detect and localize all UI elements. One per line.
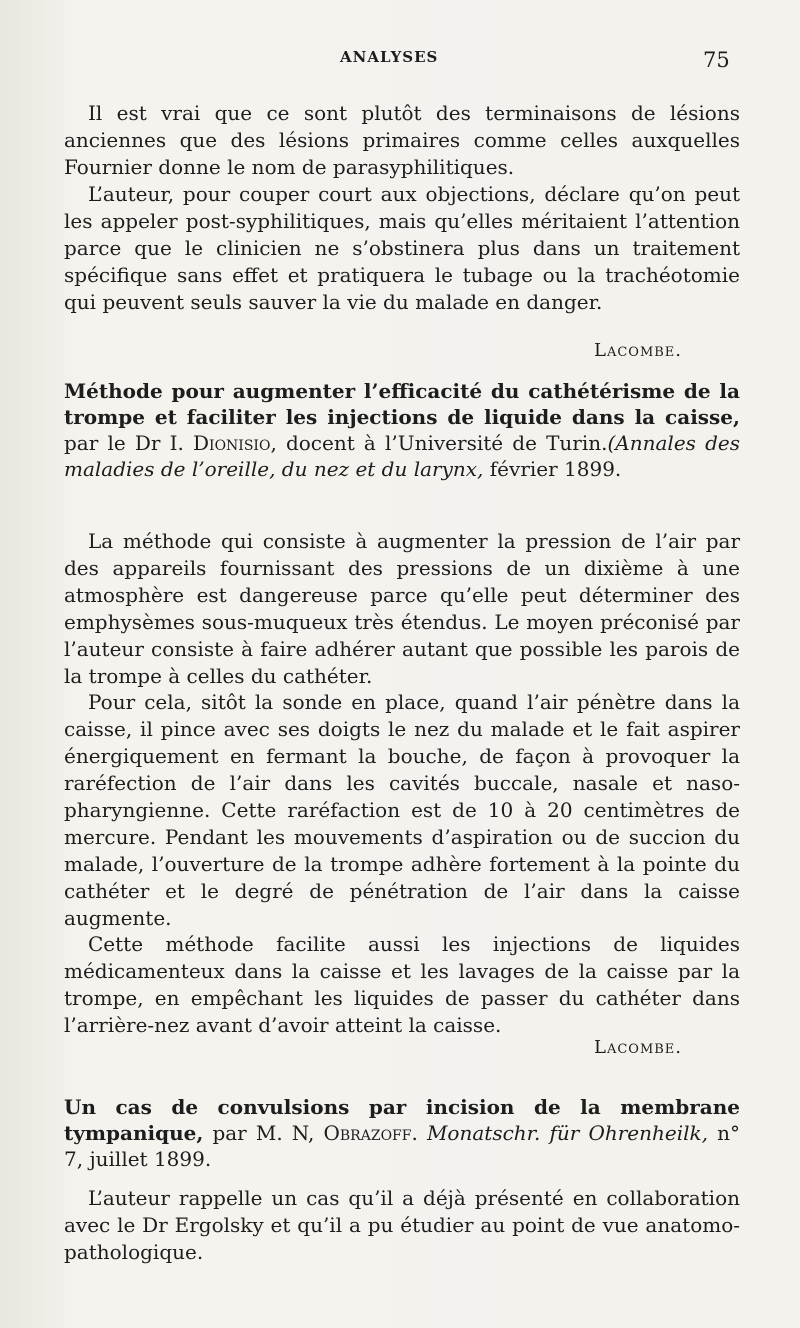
article-journal: (Annales des maladies de l’oreille, du nez et du larynx, [64,431,740,481]
page-header [0,48,800,72]
paragraph-convulsions-case: L’auteur rappelle un cas qu’il a déjà présenté en collaboration avec le Dr Ergolsky et qu’il a pu étudier au point de vue anatomo-pathologique. [64,1186,740,1264]
running-header-title: ANALYSES [340,48,439,66]
signature-lacombe-2: Lacombe. [594,1037,683,1058]
article-2-author-prefix: par M. N, [203,1121,324,1145]
article-author-affiliation: , docent à l’Université de Turin. [270,431,608,455]
article-title-catheterisme [64,378,740,482]
article-date: février 1899. [483,457,622,481]
paragraph-lesions: Il est vrai que ce sont plutôt des terminaisons de lésions anciennes que des lésions primaires comme celles auxquelles Fournier donne le nom de parasyphilitiques. [64,101,740,179]
article-2-title-main: Un cas de convulsions par incision de la membrane tympanique, [64,1095,740,1145]
article-title-main: Méthode pour augmenter l’efficacité du cathétérisme de la trompe et faciliter les injections de liquide dans la caisse, [64,379,740,429]
paragraph-post-syphilitic: L’auteur, pour couper court aux objections, déclare qu’on peut les appeler post-syphilitiques, mais qu’elles méritaient l’attention parce que le clinicien ne s’obstinera plus dans un traitement spécifique sans effet et pratiquera le tubage ou la trachéotomie qui peuvent seuls sauver la vie du malade en danger. [64,182,740,314]
article-2-author-name: Obrazoff [323,1121,412,1145]
article-2-author-suffix: . [411,1121,427,1145]
article-2-issue: n° 7, juillet 1899. [64,1121,740,1171]
article-2-journal: Monatschr. für Ohrenheilk, [426,1121,708,1145]
article-author-prefix: par le Dr I. [64,431,194,455]
signature-lacombe-1: Lacombe. [594,340,683,361]
paragraph-method-pressure: La méthode qui consiste à augmenter la pression de l’air par des appareils fournissant des pressions de un dixième à une atmosphère est dangereuse parce qu’elle peut déterminer des emphysèmes sous-muqueux très étendus. Le moyen préconisé par l’auteur consiste à faire adhérer autant que possible les parois de la trompe à celles du cathéter. [64,529,740,688]
paragraph-method-injections: Cette méthode facilite aussi les injections de liquides médicamenteux dans la caisse et les lavages de la caisse par la trompe, en empêchant les liquides de passer du cathéter dans l’arrière-nez avant d’avoir atteint la caisse. [64,932,740,1037]
article-title-convulsions [64,1094,740,1172]
page-number: 75 [703,48,730,72]
paragraph-method-procedure: Pour cela, sitôt la sonde en place, quand l’air pénètre dans la caisse, il pince avec ses doigts le nez du malade et le fait aspirer énergiquement en fermant la bouche, de façon à provoquer la raréfection de l’air dans les cavités buccale, nasale et naso-pharyngienne. Cette raréfaction est de 10 à 20 centimètres de mercure. Pendant les mouvements d’aspiration ou de succion du malade, l’ouverture de la trompe adhère fortement à la pointe du cathéter et le degré de pénétration de l’air dans la caisse augmente. [64,690,740,930]
article-author-name: Dionisio [193,431,271,455]
